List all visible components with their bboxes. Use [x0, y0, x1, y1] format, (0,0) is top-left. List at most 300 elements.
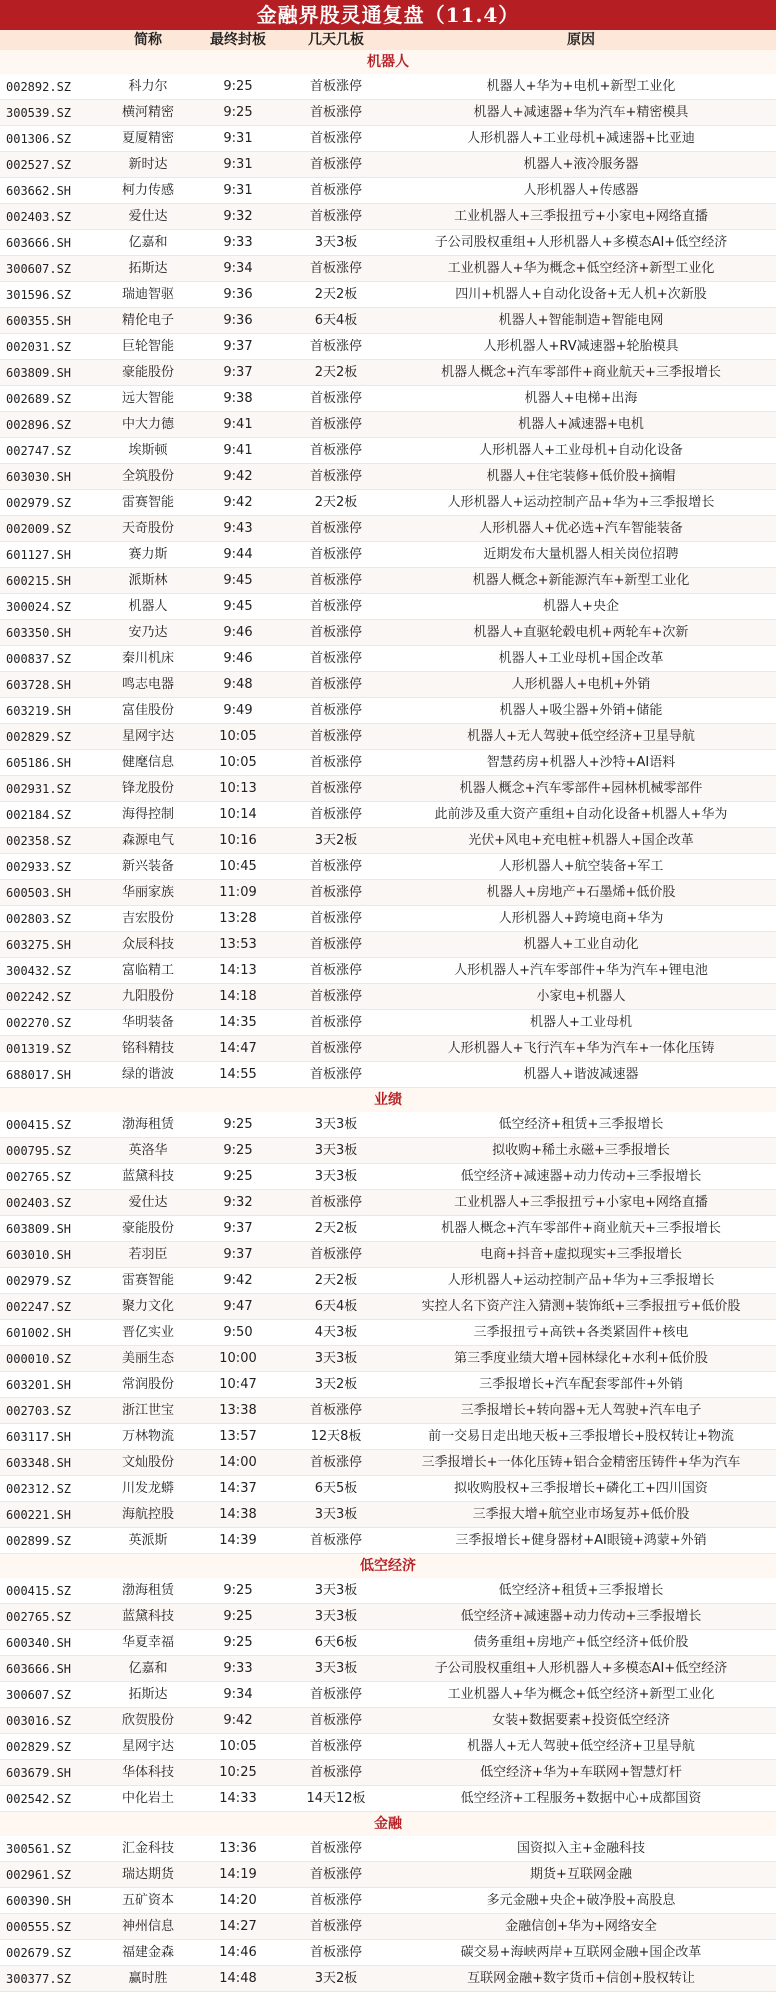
stock-code: 002892.SZ — [6, 80, 72, 94]
days-boards: 首板涨停 — [309, 573, 362, 588]
days-boards: 首板涨停 — [309, 1455, 362, 1470]
final-seal-time: 10:45 — [219, 859, 257, 874]
days-boards: 首板涨停 — [309, 1867, 362, 1882]
table-row — [0, 1630, 776, 1656]
limit-up-reason: 人形机器人+运动控制产品+华为+三季报增长 — [447, 1273, 715, 1288]
limit-up-reason: 机器人+房地产+石墨烯+低价股 — [486, 885, 676, 900]
stock-name: 机器人 — [128, 599, 168, 614]
final-seal-time: 9:25 — [223, 1117, 253, 1132]
days-boards: 首板涨停 — [309, 547, 362, 562]
table-row — [0, 1888, 776, 1914]
days-boards: 首板涨停 — [309, 157, 362, 172]
limit-up-reason: 机器人概念+汽车零部件+园林机械零部件 — [459, 781, 703, 796]
days-boards: 3天3板 — [314, 1609, 358, 1624]
stock-code: 002247.SZ — [6, 1300, 72, 1314]
final-seal-time: 9:32 — [223, 209, 253, 224]
stock-name: 华体科技 — [121, 1765, 174, 1780]
final-seal-time: 9:49 — [223, 703, 253, 718]
stock-code: 300607.SZ — [6, 262, 72, 276]
final-seal-time: 14:39 — [219, 1533, 257, 1548]
table-row — [0, 1786, 776, 1812]
limit-up-reason: 低空经济+工程服务+数据中心+成都国资 — [460, 1791, 702, 1806]
stock-name: 九阳股份 — [121, 989, 174, 1004]
section-block — [0, 50, 776, 1088]
stock-code: 603728.SH — [6, 678, 72, 692]
stock-code: 000795.SZ — [6, 1144, 72, 1158]
table-row — [0, 204, 776, 230]
table-row — [0, 1398, 776, 1424]
section-rows — [0, 1836, 776, 1992]
table-row — [0, 724, 776, 750]
stock-name: 中化岩土 — [121, 1791, 174, 1806]
final-seal-time: 9:37 — [223, 339, 253, 354]
limit-up-reason: 机器人+减速器+华为汽车+精密模具 — [473, 105, 689, 120]
days-boards: 首板涨停 — [309, 339, 362, 354]
table-row — [0, 100, 776, 126]
stock-name: 富佳股份 — [121, 703, 174, 718]
limit-up-reason: 工业机器人+华为概念+低空经济+新型工业化 — [447, 1687, 715, 1702]
stock-name: 夏厦精密 — [121, 131, 174, 146]
table-row — [0, 646, 776, 672]
table-row — [0, 828, 776, 854]
stock-code: 000837.SZ — [6, 652, 72, 666]
stock-code: 601002.SH — [6, 1326, 72, 1340]
stock-code: 002829.SZ — [6, 1740, 72, 1754]
final-seal-time: 14:13 — [219, 963, 257, 978]
stock-name: 文灿股份 — [121, 1455, 174, 1470]
limit-up-reason: 机器人+工业母机+国企改革 — [498, 651, 664, 666]
final-seal-time: 9:41 — [223, 443, 253, 458]
limit-up-reason: 机器人+液冷服务器 — [523, 157, 639, 172]
final-seal-time: 9:37 — [223, 1247, 253, 1262]
final-seal-time: 10:47 — [219, 1377, 257, 1392]
limit-up-reason: 机器人+工业母机 — [530, 1015, 632, 1030]
final-seal-time: 10:05 — [219, 755, 257, 770]
limit-up-reason: 机器人+谐波减速器 — [523, 1067, 639, 1082]
stock-code: 603662.SH — [6, 184, 72, 198]
final-seal-time: 14:18 — [219, 989, 257, 1004]
stock-name: 新兴装备 — [121, 859, 174, 874]
stock-code: 000415.SZ — [6, 1118, 72, 1132]
table-row — [0, 1138, 776, 1164]
stock-name: 蓝黛科技 — [121, 1169, 174, 1184]
stock-code: 603809.SH — [6, 1222, 72, 1236]
final-seal-time: 9:33 — [223, 1661, 253, 1676]
final-seal-time: 14:37 — [219, 1481, 257, 1496]
limit-up-reason: 人形机器人+工业母机+减速器+比亚迪 — [467, 131, 695, 146]
section-rows — [0, 1578, 776, 1812]
limit-up-reason: 机器人+工业自动化 — [523, 937, 639, 952]
final-seal-time: 9:31 — [223, 131, 253, 146]
header-code — [0, 30, 106, 50]
limit-up-reason: 低空经济+租赁+三季报增长 — [498, 1583, 664, 1598]
table-row — [0, 1656, 776, 1682]
days-boards: 首板涨停 — [309, 1533, 362, 1548]
stock-code: 002358.SZ — [6, 834, 72, 848]
stock-code: 603679.SH — [6, 1766, 72, 1780]
limit-up-reason: 智慧药房+机器人+沙特+AI语料 — [486, 755, 676, 770]
final-seal-time: 13:28 — [219, 911, 257, 926]
stock-code: 300539.SZ — [6, 106, 72, 120]
final-seal-time: 13:36 — [219, 1841, 257, 1856]
days-boards: 首板涨停 — [309, 183, 362, 198]
limit-up-reason: 实控人名下资产注入猜测+装饰纸+三季报扭亏+低价股 — [421, 1299, 741, 1314]
days-boards: 首板涨停 — [309, 755, 362, 770]
stock-code: 002931.SZ — [6, 782, 72, 796]
stock-code: 001306.SZ — [6, 132, 72, 146]
limit-up-reason: 人形机器人+汽车零部件+华为汽车+锂电池 — [454, 963, 708, 978]
stock-name: 欣贺股份 — [121, 1713, 174, 1728]
final-seal-time: 14:48 — [219, 1971, 257, 1986]
stock-code: 002829.SZ — [6, 730, 72, 744]
final-seal-time: 13:57 — [219, 1429, 257, 1444]
limit-up-reason: 机器人概念+汽车零部件+商业航天+三季报增长 — [441, 1221, 721, 1236]
limit-up-reason: 低空经济+租赁+三季报增长 — [498, 1117, 664, 1132]
table-row — [0, 1476, 776, 1502]
limit-up-reason: 人形机器人+运动控制产品+华为+三季报增长 — [447, 495, 715, 510]
section-rows — [0, 74, 776, 1088]
final-seal-time: 14:47 — [219, 1041, 257, 1056]
stock-name: 聚力文化 — [121, 1299, 174, 1314]
days-boards: 3天2板 — [314, 1377, 358, 1392]
stock-code: 600390.SH — [6, 1894, 72, 1908]
stock-code: 600355.SH — [6, 314, 72, 328]
stock-name: 渤海租赁 — [121, 1117, 174, 1132]
final-seal-time: 9:32 — [223, 1195, 253, 1210]
days-boards: 首板涨停 — [309, 1713, 362, 1728]
stock-code: 603809.SH — [6, 366, 72, 380]
stock-name: 天奇股份 — [121, 521, 174, 536]
limit-up-reason: 机器人+智能制造+智能电网 — [498, 313, 664, 328]
stock-code: 002679.SZ — [6, 1946, 72, 1960]
table-row — [0, 152, 776, 178]
section-title: 低空经济 — [0, 1554, 776, 1578]
stock-code: 002765.SZ — [6, 1610, 72, 1624]
final-seal-time: 10:00 — [219, 1351, 257, 1366]
stock-code: 300561.SZ — [6, 1842, 72, 1856]
final-seal-time: 9:37 — [223, 365, 253, 380]
stock-code: 000555.SZ — [6, 1920, 72, 1934]
limit-up-reason: 人形机器人+飞行汽车+华为汽车+一体化压铸 — [447, 1041, 715, 1056]
table-row — [0, 334, 776, 360]
final-seal-time: 14:00 — [219, 1455, 257, 1470]
stock-name: 福建金森 — [121, 1945, 174, 1960]
section-block — [0, 1554, 776, 1812]
limit-up-reason: 机器人+电梯+出海 — [524, 391, 638, 406]
limit-up-reason: 工业机器人+华为概念+低空经济+新型工业化 — [447, 261, 715, 276]
days-boards: 首板涨停 — [309, 1067, 362, 1082]
table-row — [0, 230, 776, 256]
final-seal-time: 9:31 — [223, 157, 253, 172]
stock-name: 亿嘉和 — [128, 235, 168, 250]
stock-code: 002527.SZ — [6, 158, 72, 172]
limit-up-reason: 人形机器人+优必选+汽车智能装备 — [479, 521, 683, 536]
table-row — [0, 1940, 776, 1966]
final-seal-time: 14:33 — [219, 1791, 257, 1806]
days-boards: 首板涨停 — [309, 859, 362, 874]
final-seal-time: 9:46 — [223, 651, 253, 666]
stock-code: 002270.SZ — [6, 1016, 72, 1030]
days-boards: 12天8板 — [310, 1429, 362, 1444]
days-boards: 3天2板 — [314, 833, 358, 848]
limit-up-reason: 机器人+直驱轮毂电机+两轮车+次新 — [473, 625, 689, 640]
final-seal-time: 9:36 — [223, 313, 253, 328]
stock-code: 003016.SZ — [6, 1714, 72, 1728]
stock-name: 常润股份 — [121, 1377, 174, 1392]
stock-code: 002747.SZ — [6, 444, 72, 458]
limit-up-reason: 国资拟入主+金融科技 — [517, 1841, 645, 1856]
stock-name: 绿的谐波 — [121, 1067, 174, 1082]
days-boards: 首板涨停 — [309, 105, 362, 120]
stock-name: 华夏幸福 — [121, 1635, 174, 1650]
table-row — [0, 1528, 776, 1554]
table-row — [0, 698, 776, 724]
limit-up-reason: 金融信创+华为+网络安全 — [505, 1919, 657, 1934]
table-row — [0, 854, 776, 880]
days-boards: 首板涨停 — [309, 1739, 362, 1754]
stock-code: 603219.SH — [6, 704, 72, 718]
table-row — [0, 1966, 776, 1992]
stock-code: 002031.SZ — [6, 340, 72, 354]
table-row — [0, 1604, 776, 1630]
table-row — [0, 386, 776, 412]
table-row — [0, 984, 776, 1010]
page-title: 金融界股灵通复盘（11.4） — [0, 0, 776, 30]
table-row — [0, 256, 776, 282]
stock-name: 蓝黛科技 — [121, 1609, 174, 1624]
limit-up-reason: 人形机器人+跨境电商+华为 — [498, 911, 664, 926]
table-row — [0, 308, 776, 334]
table-row — [0, 1112, 776, 1138]
limit-up-reason: 前一交易日走出地天板+三季报增长+股权转让+物流 — [428, 1429, 734, 1444]
final-seal-time: 9:47 — [223, 1299, 253, 1314]
final-seal-time: 9:42 — [223, 469, 253, 484]
stock-code: 603350.SH — [6, 626, 72, 640]
final-seal-time: 9:25 — [223, 79, 253, 94]
table-row — [0, 438, 776, 464]
limit-up-reason: 女装+数据要素+投资低空经济 — [492, 1713, 670, 1728]
stock-code: 601127.SH — [6, 548, 72, 562]
section-title: 机器人 — [0, 50, 776, 74]
stock-name: 鸣志电器 — [121, 677, 174, 692]
table-header — [0, 30, 776, 50]
days-boards: 首板涨停 — [309, 1041, 362, 1056]
limit-up-reason: 三季报扭亏+高铁+各类紧固件+核电 — [473, 1325, 689, 1340]
days-boards: 首板涨停 — [309, 1247, 362, 1262]
limit-up-reason: 低空经济+减速器+动力传动+三季报增长 — [460, 1169, 702, 1184]
days-boards: 3天3板 — [314, 1143, 358, 1158]
final-seal-time: 14:35 — [219, 1015, 257, 1030]
stock-name: 英洛华 — [128, 1143, 168, 1158]
limit-up-reason: 人形机器人+传感器 — [523, 183, 639, 198]
stock-code: 002403.SZ — [6, 1196, 72, 1210]
stock-name: 汇金科技 — [121, 1841, 174, 1856]
limit-up-reason: 机器人+吸尘器+外销+储能 — [499, 703, 663, 718]
stock-name: 浙江世宝 — [121, 1403, 174, 1418]
section-block — [0, 1812, 776, 1992]
stock-code: 600221.SH — [6, 1508, 72, 1522]
stock-code: 603010.SH — [6, 1248, 72, 1262]
final-seal-time: 9:34 — [223, 1687, 253, 1702]
limit-up-reason: 低空经济+减速器+动力传动+三季报增长 — [460, 1609, 702, 1624]
table-row — [0, 906, 776, 932]
stock-code: 603030.SH — [6, 470, 72, 484]
limit-up-reason: 债务重组+房地产+低空经济+低价股 — [473, 1635, 689, 1650]
table-row — [0, 464, 776, 490]
stock-name: 森源电气 — [121, 833, 174, 848]
stock-name: 海得控制 — [121, 807, 174, 822]
table-row — [0, 802, 776, 828]
final-seal-time: 11:09 — [219, 885, 257, 900]
stock-name: 中大力德 — [121, 417, 174, 432]
stock-code: 002009.SZ — [6, 522, 72, 536]
stock-code: 002403.SZ — [6, 210, 72, 224]
stock-code: 688017.SH — [6, 1068, 72, 1082]
stock-name: 众辰科技 — [121, 937, 174, 952]
stock-name: 渤海租赁 — [121, 1583, 174, 1598]
days-boards: 首板涨停 — [309, 651, 362, 666]
days-boards: 首板涨停 — [309, 261, 362, 276]
final-seal-time: 9:38 — [223, 391, 253, 406]
stock-name: 万林物流 — [121, 1429, 174, 1444]
stock-name: 华丽家族 — [121, 885, 174, 900]
stock-name: 星网宇达 — [121, 1739, 174, 1754]
final-seal-time: 9:36 — [223, 287, 253, 302]
limit-up-reason: 三季报增长+一体化压铸+铝合金精密压铸件+华为汽车 — [421, 1455, 741, 1470]
table-row — [0, 1450, 776, 1476]
table-row — [0, 1216, 776, 1242]
table-row — [0, 1372, 776, 1398]
table-row — [0, 1062, 776, 1088]
header-reason: 原因 — [567, 32, 595, 48]
days-boards: 首板涨停 — [309, 131, 362, 146]
limit-up-reason: 三季报增长+汽车配套零部件+外销 — [479, 1377, 683, 1392]
table-row — [0, 568, 776, 594]
stock-name: 拓斯达 — [128, 261, 168, 276]
final-seal-time: 9:25 — [223, 1169, 253, 1184]
header-days-boards: 几天几板 — [308, 32, 364, 48]
limit-up-reason: 四川+机器人+自动化设备+无人机+次新股 — [455, 287, 707, 302]
stock-code: 002765.SZ — [6, 1170, 72, 1184]
table-row — [0, 1502, 776, 1528]
days-boards: 首板涨停 — [309, 885, 362, 900]
final-seal-time: 14:55 — [219, 1067, 257, 1082]
stock-code: 002542.SZ — [6, 1792, 72, 1806]
final-seal-time: 10:16 — [219, 833, 257, 848]
final-seal-time: 13:38 — [219, 1403, 257, 1418]
stock-code: 002933.SZ — [6, 860, 72, 874]
table-row — [0, 542, 776, 568]
stock-name: 五矿资本 — [121, 1893, 174, 1908]
limit-up-reason: 光伏+风电+充电桩+机器人+国企改革 — [468, 833, 694, 848]
stock-name: 科力尔 — [128, 79, 168, 94]
stock-code: 600340.SH — [6, 1636, 72, 1650]
header-name: 简称 — [134, 32, 162, 48]
table-row — [0, 282, 776, 308]
days-boards: 首板涨停 — [309, 1195, 362, 1210]
days-boards: 首板涨停 — [309, 1687, 362, 1702]
days-boards: 首板涨停 — [309, 209, 362, 224]
final-seal-time: 9:37 — [223, 1221, 253, 1236]
stock-name: 雷赛智能 — [121, 1273, 174, 1288]
stock-name: 瑞迪智驱 — [121, 287, 174, 302]
stock-name: 亿嘉和 — [128, 1661, 168, 1676]
stock-name: 吉宏股份 — [121, 911, 174, 926]
stock-name: 赢时胜 — [128, 1971, 168, 1986]
table-row — [0, 1708, 776, 1734]
stock-name: 星网宇达 — [121, 729, 174, 744]
stock-name: 安乃达 — [128, 625, 168, 640]
stock-code: 600215.SH — [6, 574, 72, 588]
stock-code: 002184.SZ — [6, 808, 72, 822]
stock-name: 横河精密 — [121, 105, 174, 120]
final-seal-time: 9:25 — [223, 105, 253, 120]
limit-up-reason: 三季报增长+转向器+无人驾驶+汽车电子 — [460, 1403, 702, 1418]
stock-name: 派斯林 — [128, 573, 168, 588]
final-seal-time: 9:46 — [223, 625, 253, 640]
stock-name: 拓斯达 — [128, 1687, 168, 1702]
stock-name: 华明装备 — [121, 1015, 174, 1030]
days-boards: 首板涨停 — [309, 1765, 362, 1780]
limit-up-reason: 拟收购+稀土永磁+三季报增长 — [492, 1143, 670, 1158]
final-seal-time: 10:25 — [219, 1765, 257, 1780]
stock-code: 603117.SH — [6, 1430, 72, 1444]
final-seal-time: 10:05 — [219, 729, 257, 744]
limit-up-reason: 此前涉及重大资产重组+自动化设备+机器人+华为 — [434, 807, 728, 822]
days-boards: 2天2板 — [314, 365, 358, 380]
limit-up-reason: 碳交易+海峡两岸+互联网金融+国企改革 — [460, 1945, 702, 1960]
days-boards: 首板涨停 — [309, 79, 362, 94]
stock-code: 603201.SH — [6, 1378, 72, 1392]
days-boards: 首板涨停 — [309, 963, 362, 978]
days-boards: 首板涨停 — [309, 1403, 362, 1418]
stock-name: 巨轮智能 — [121, 339, 174, 354]
limit-up-reason: 多元金融+央企+破净股+高股息 — [486, 1893, 676, 1908]
stock-name: 神州信息 — [121, 1919, 174, 1934]
stock-code: 001319.SZ — [6, 1042, 72, 1056]
stock-code: 300432.SZ — [6, 964, 72, 978]
stock-code: 605186.SH — [6, 756, 72, 770]
stock-name: 埃斯顿 — [128, 443, 168, 458]
table-row — [0, 1036, 776, 1062]
table-row — [0, 1320, 776, 1346]
limit-up-reason: 人形机器人+RV减速器+轮胎模具 — [483, 339, 679, 354]
final-seal-time: 9:25 — [223, 1635, 253, 1650]
limit-up-reason: 机器人概念+汽车零部件+商业航天+三季报增长 — [441, 365, 721, 380]
days-boards: 3天3板 — [314, 1351, 358, 1366]
stock-code: 002312.SZ — [6, 1482, 72, 1496]
table-row — [0, 672, 776, 698]
limit-up-reason: 电商+抖音+虚拟现实+三季报增长 — [480, 1247, 682, 1262]
stock-code: 300607.SZ — [6, 1688, 72, 1702]
stock-name: 柯力传感 — [121, 183, 174, 198]
stock-code: 603666.SH — [6, 1662, 72, 1676]
stock-name: 爱仕达 — [128, 209, 168, 224]
final-seal-time: 14:46 — [219, 1945, 257, 1960]
stock-code: 002961.SZ — [6, 1868, 72, 1882]
stock-name: 若羽臣 — [128, 1247, 168, 1262]
days-boards: 2天2板 — [314, 1221, 358, 1236]
final-seal-time: 14:19 — [219, 1867, 257, 1882]
final-seal-time: 9:25 — [223, 1609, 253, 1624]
days-boards: 3天3板 — [314, 1507, 358, 1522]
table-row — [0, 490, 776, 516]
table-row — [0, 620, 776, 646]
stock-code: 002899.SZ — [6, 1534, 72, 1548]
days-boards: 首板涨停 — [309, 443, 362, 458]
days-boards: 首板涨停 — [309, 911, 362, 926]
limit-up-reason: 机器人+华为+电机+新型工业化 — [486, 79, 676, 94]
